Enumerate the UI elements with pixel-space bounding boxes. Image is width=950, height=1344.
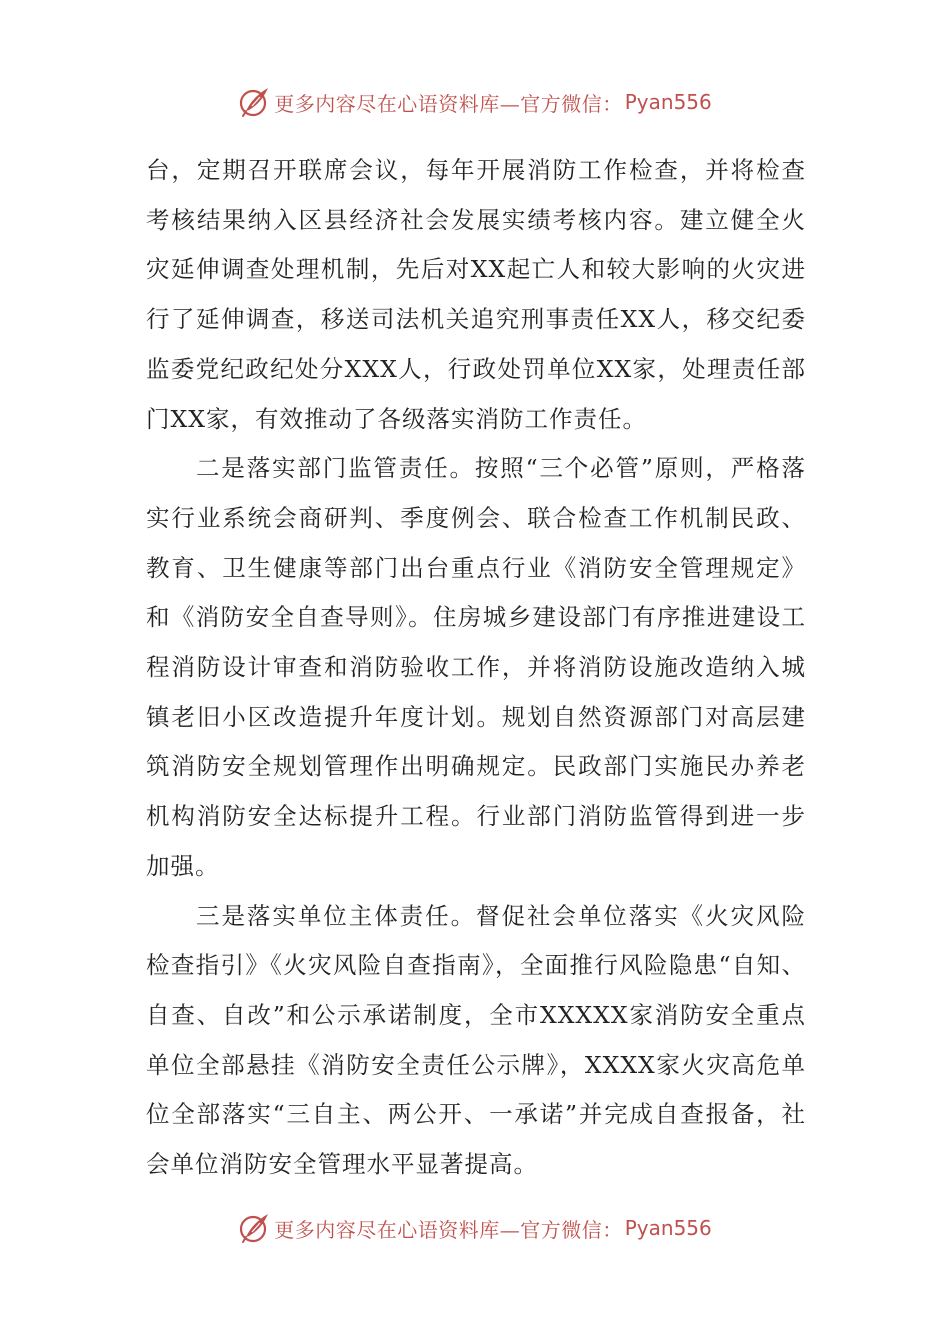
paragraph-3: 三是落实单位主体责任。督促社会单位落实《火灾风险检查指引》《火灾风险自查指南》，全面推行风险隐患“自知、自查、自改”和公示承诺制度，全市XXXXX家消防安全重点单位全部悬挂《消防安全责任公示牌》，XXXX家火灾高危单位全部落实“三自主、两公开、一承诺”并完成自查报备，社会单位消防安全管理水平显著提高。	[146, 901, 806, 1179]
paragraph-2: 二是落实部门监管责任。按照“三个必管”原则，严格落实行业系统会商研判、季度例会、联合检查工作机制民政、教育、卫生健康等部门出台重点行业《消防安全管理规定》和《消防安全自查导则》。住房城乡建设部门有序推进建设工程消防设计审查和消防验收工作，并将消防设施改造纳入城镇老旧小区改造提升年度计划。规划自然资源部门对高层建筑消防安全规划管理作出明确规定。民政部门实施民办养老机构消防安全达标提升工程。行业部门消防监管得到进一步加强。	[146, 454, 806, 880]
document-body	[146, 146, 806, 1190]
footer-banner	[0, 1208, 950, 1248]
banner-wechat-id: Pyan556	[624, 90, 712, 114]
header-banner	[0, 82, 950, 122]
quill-pen-logo-icon	[238, 85, 272, 119]
paragraph-1: 台，定期召开联席会议，每年开展消防工作检查，并将检查考核结果纳入区县经济社会发展实绩考核内容。建立健全火灾延伸调查处理机制，先后对XX起亡人和较大影响的火灾进行了延伸调查，移送司法机关追究刑事责任XX人，移交纪委监委党纪政纪处分XXX人，行政处罚单位XX家，处理责任部门XX家，有效推动了各级落实消防工作责任。	[146, 156, 806, 433]
banner-text: 更多内容尽在心语资料库—官方微信：	[274, 91, 623, 116]
quill-pen-logo-icon	[238, 1211, 272, 1245]
banner-wechat-id: Pyan556	[624, 1216, 712, 1240]
banner-text: 更多内容尽在心语资料库—官方微信：	[274, 1217, 623, 1242]
